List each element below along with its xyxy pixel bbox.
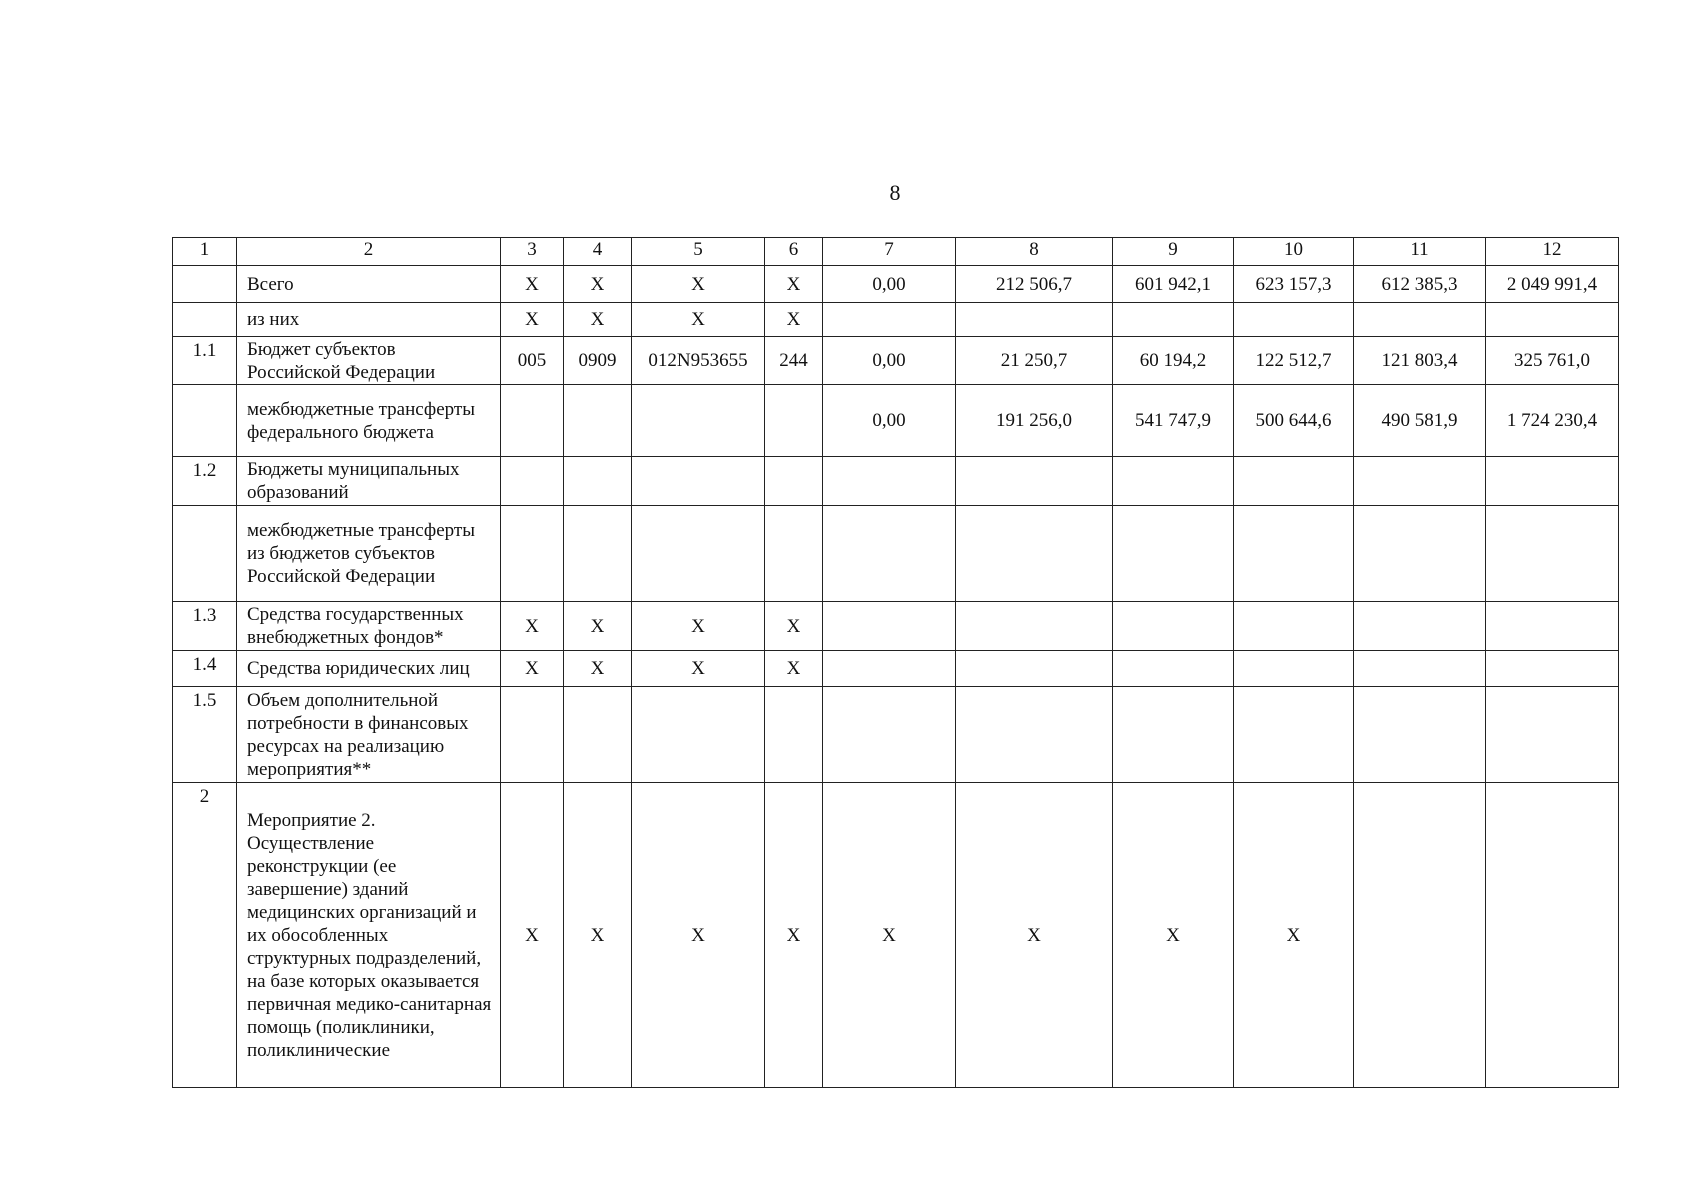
cell-col4: [564, 506, 632, 602]
cell-col9: [1113, 687, 1234, 783]
cell-col11: [1354, 506, 1486, 602]
table-row: [173, 602, 1619, 651]
table-row: [173, 506, 1619, 602]
row-name: Средства государственных внебюджетных фондов*: [237, 602, 501, 651]
cell-col12: [1486, 651, 1619, 687]
cell-col11: 121 803,4: [1354, 337, 1486, 385]
header-cell: 4: [564, 238, 632, 266]
cell-col12: 325 761,0: [1486, 337, 1619, 385]
cell-col3: Х: [501, 303, 564, 337]
cell-col5: [632, 687, 765, 783]
row-number: 1.4: [173, 651, 237, 687]
header-cell: 1: [173, 238, 237, 266]
header-cell: 10: [1234, 238, 1354, 266]
cell-col12: [1486, 457, 1619, 506]
cell-col12: [1486, 506, 1619, 602]
table-row: [173, 385, 1619, 457]
cell-col6: [765, 687, 823, 783]
cell-col9: [1113, 506, 1234, 602]
row-number: 2: [173, 783, 237, 1088]
cell-col11: 612 385,3: [1354, 266, 1486, 303]
cell-col12: [1486, 783, 1619, 1088]
cell-col9: [1113, 457, 1234, 506]
cell-col6: [765, 385, 823, 457]
cell-col7: 0,00: [823, 337, 956, 385]
cell-col10: [1234, 303, 1354, 337]
cell-col9: 60 194,2: [1113, 337, 1234, 385]
cell-col7: 0,00: [823, 266, 956, 303]
cell-col4: [564, 457, 632, 506]
row-name: Всего: [237, 266, 501, 303]
table-row: [173, 651, 1619, 687]
cell-col3: Х: [501, 602, 564, 651]
cell-col5: [632, 506, 765, 602]
row-number: 1.2: [173, 457, 237, 506]
cell-col4: [564, 687, 632, 783]
cell-col11: [1354, 457, 1486, 506]
cell-col6: [765, 506, 823, 602]
cell-col3: 005: [501, 337, 564, 385]
cell-col7: [823, 457, 956, 506]
row-number: 1.1: [173, 337, 237, 385]
header-cell: 8: [956, 238, 1113, 266]
row-name: межбюджетные трансферты из бюджетов субъектов Российской Федерации: [237, 506, 501, 602]
cell-col8: [956, 457, 1113, 506]
cell-col3: Х: [501, 266, 564, 303]
cell-col4: Х: [564, 783, 632, 1088]
cell-col11: [1354, 783, 1486, 1088]
cell-col10: [1234, 506, 1354, 602]
header-cell: 7: [823, 238, 956, 266]
row-name: из них: [237, 303, 501, 337]
cell-col10: Х: [1234, 783, 1354, 1088]
cell-col11: [1354, 303, 1486, 337]
cell-col9: 541 747,9: [1113, 385, 1234, 457]
cell-col11: [1354, 651, 1486, 687]
cell-col12: 1 724 230,4: [1486, 385, 1619, 457]
cell-col3: [501, 385, 564, 457]
cell-col12: [1486, 602, 1619, 651]
cell-col9: 601 942,1: [1113, 266, 1234, 303]
header-cell: 2: [237, 238, 501, 266]
cell-col5: Х: [632, 303, 765, 337]
cell-col8: [956, 651, 1113, 687]
cell-col11: [1354, 602, 1486, 651]
cell-col6: Х: [765, 602, 823, 651]
cell-col7: [823, 303, 956, 337]
row-number: [173, 303, 237, 337]
cell-col6: Х: [765, 651, 823, 687]
cell-col12: [1486, 303, 1619, 337]
cell-col7: [823, 506, 956, 602]
cell-col10: 122 512,7: [1234, 337, 1354, 385]
cell-col4: Х: [564, 651, 632, 687]
cell-col6: 244: [765, 337, 823, 385]
cell-col4: Х: [564, 266, 632, 303]
cell-col7: Х: [823, 783, 956, 1088]
cell-col9: [1113, 651, 1234, 687]
cell-col5: [632, 457, 765, 506]
cell-col8: Х: [956, 783, 1113, 1088]
table-row: [173, 457, 1619, 506]
cell-col8: 212 506,7: [956, 266, 1113, 303]
cell-col8: [956, 687, 1113, 783]
budget-table: [172, 237, 1619, 1088]
table-row: [173, 783, 1619, 1088]
cell-col6: Х: [765, 783, 823, 1088]
table-row: [173, 266, 1619, 303]
row-name: Средства юридических лиц: [237, 651, 501, 687]
cell-col10: 623 157,3: [1234, 266, 1354, 303]
table-row: [173, 337, 1619, 385]
row-number: [173, 266, 237, 303]
cell-col8: [956, 602, 1113, 651]
cell-col12: [1486, 687, 1619, 783]
cell-col3: [501, 687, 564, 783]
cell-col4: 0909: [564, 337, 632, 385]
cell-col7: [823, 687, 956, 783]
row-name: Мероприятие 2. Осуществление реконструкции (ее завершение) зданий медицинских организаций и их обособленных структурных подразделений, на базе которых оказывается первичная медико-санитарная помощь (поликлиники, поликлинические: [237, 783, 501, 1088]
header-row: [173, 238, 1619, 266]
row-name: Бюджеты муниципальных образований: [237, 457, 501, 506]
cell-col8: 21 250,7: [956, 337, 1113, 385]
page-number: 8: [889, 180, 901, 205]
cell-col10: [1234, 602, 1354, 651]
cell-col8: 191 256,0: [956, 385, 1113, 457]
table-row: [173, 687, 1619, 783]
cell-col5: Х: [632, 783, 765, 1088]
cell-col6: [765, 457, 823, 506]
cell-col8: [956, 506, 1113, 602]
cell-col7: [823, 602, 956, 651]
cell-col4: [564, 385, 632, 457]
row-number: 1.3: [173, 602, 237, 651]
cell-col9: [1113, 303, 1234, 337]
cell-col10: [1234, 457, 1354, 506]
cell-col7: [823, 651, 956, 687]
header-cell: 12: [1486, 238, 1619, 266]
cell-col12: 2 049 991,4: [1486, 266, 1619, 303]
header-cell: 5: [632, 238, 765, 266]
cell-col7: 0,00: [823, 385, 956, 457]
row-name: межбюджетные трансферты федерального бюджета: [237, 385, 501, 457]
cell-col5: [632, 385, 765, 457]
cell-col11: [1354, 687, 1486, 783]
header-cell: 9: [1113, 238, 1234, 266]
cell-col10: [1234, 651, 1354, 687]
row-number: 1.5: [173, 687, 237, 783]
cell-col10: [1234, 687, 1354, 783]
header-cell: 3: [501, 238, 564, 266]
row-number: [173, 385, 237, 457]
cell-col11: 490 581,9: [1354, 385, 1486, 457]
row-number: [173, 506, 237, 602]
table-row: [173, 303, 1619, 337]
header-cell: 11: [1354, 238, 1486, 266]
cell-col6: Х: [765, 303, 823, 337]
cell-col9: [1113, 602, 1234, 651]
cell-col8: [956, 303, 1113, 337]
cell-col3: Х: [501, 783, 564, 1088]
cell-col5: Х: [632, 651, 765, 687]
row-name: Объем дополнительной потребности в финансовых ресурсах на реализацию мероприятия**: [237, 687, 501, 783]
header-cell: 6: [765, 238, 823, 266]
cell-col10: 500 644,6: [1234, 385, 1354, 457]
cell-col5: Х: [632, 266, 765, 303]
cell-col3: [501, 457, 564, 506]
cell-col6: Х: [765, 266, 823, 303]
cell-col3: Х: [501, 651, 564, 687]
cell-col9: Х: [1113, 783, 1234, 1088]
cell-col5: 012N953655: [632, 337, 765, 385]
cell-col5: Х: [632, 602, 765, 651]
row-name: Бюджет субъектов Российской Федерации: [237, 337, 501, 385]
cell-col3: [501, 506, 564, 602]
cell-col4: Х: [564, 303, 632, 337]
cell-col4: Х: [564, 602, 632, 651]
